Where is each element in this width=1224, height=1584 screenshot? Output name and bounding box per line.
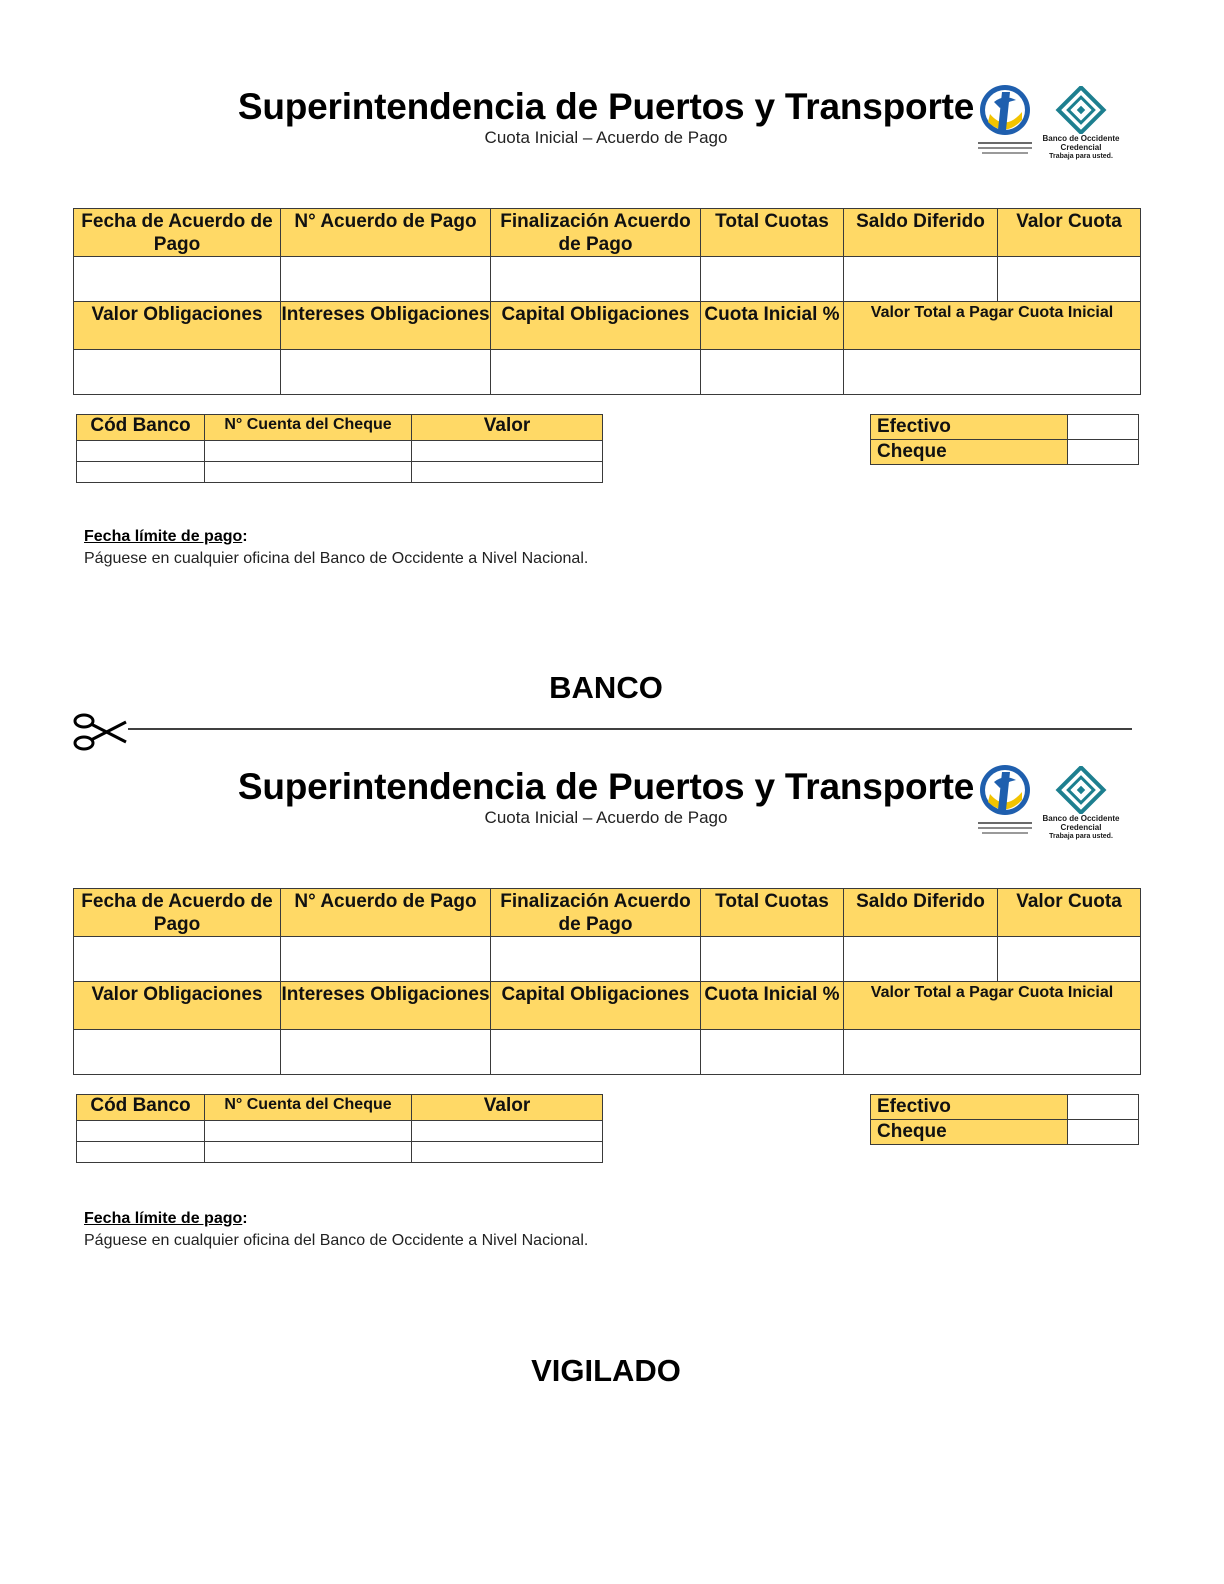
capital-obligaciones-field[interactable]	[491, 1030, 701, 1075]
table-row	[74, 209, 1141, 257]
table-row	[74, 257, 1141, 302]
payment-method-table	[870, 1094, 1139, 1145]
banco-occidente-mark-icon	[1032, 766, 1130, 814]
capital-obligaciones-header: Capital Obligaciones	[491, 302, 701, 350]
slip-footer: BANCO	[549, 670, 663, 705]
fecha-acuerdo-header: Fecha de Acuerdo de Pago	[74, 889, 281, 937]
efectivo-field[interactable]	[1068, 1095, 1139, 1120]
efectivo-field[interactable]	[1068, 415, 1139, 440]
finalizacion-acuerdo-header: Finalización Acuerdo de Pago	[491, 209, 701, 257]
agreement-table	[73, 208, 1141, 395]
intereses-obligaciones-header: Intereses Obligaciones	[281, 302, 491, 350]
numero-acuerdo-field[interactable]	[281, 937, 491, 982]
valor-total-field[interactable]	[844, 350, 1141, 395]
cheque-table	[76, 1094, 603, 1163]
slip-subtitle: Cuota Inicial – Acuerdo de Pago	[484, 808, 728, 827]
table-row	[77, 462, 603, 483]
bank-logo-line3: Trabaja para usted.	[1049, 833, 1113, 840]
valor-cuota-header: Valor Cuota	[998, 889, 1141, 937]
cod-banco-field[interactable]	[77, 1121, 205, 1142]
table-row	[871, 440, 1139, 465]
deadline-label-text: Fecha límite de pago	[84, 528, 243, 545]
cheque-label: Cheque	[871, 1120, 1068, 1145]
table-row	[74, 889, 1141, 937]
cod-banco-header: Cód Banco	[77, 1095, 205, 1121]
valor-obligaciones-header: Valor Obligaciones	[74, 302, 281, 350]
cod-banco-field[interactable]	[77, 441, 205, 462]
valor-obligaciones-field[interactable]	[74, 350, 281, 395]
cuenta-cheque-header: N° Cuenta del Cheque	[205, 1095, 412, 1121]
cuota-inicial-header: Cuota Inicial %	[701, 982, 844, 1030]
table-row	[871, 415, 1139, 440]
superintendencia-logo-icon	[976, 84, 1034, 160]
table-row	[74, 937, 1141, 982]
slip-title: Superintendencia de Puertos y Transporte	[237, 86, 975, 127]
bank-logo-line2: Credencial	[1060, 143, 1102, 152]
superintendencia-logo-icon	[976, 764, 1034, 840]
banco-occidente-mark-icon	[1032, 86, 1130, 134]
table-row	[871, 1095, 1139, 1120]
finalizacion-acuerdo-header: Finalización Acuerdo de Pago	[491, 889, 701, 937]
table-row	[77, 1095, 603, 1121]
efectivo-label: Efectivo	[871, 415, 1068, 440]
payment-note: Páguese en cualquier oficina del Banco de Occidente a Nivel Nacional.	[84, 550, 589, 567]
deadline-label	[84, 1210, 248, 1228]
valor-cuota-field[interactable]	[998, 937, 1141, 982]
valor-header: Valor	[412, 1095, 603, 1121]
numero-acuerdo-header: N° Acuerdo de Pago	[281, 209, 491, 257]
saldo-diferido-field[interactable]	[844, 937, 998, 982]
valor-cuota-header: Valor Cuota	[998, 209, 1141, 257]
cuenta-cheque-header: N° Cuenta del Cheque	[205, 415, 412, 441]
valor-total-header: Valor Total a Pagar Cuota Inicial	[844, 982, 1141, 1030]
valor-field[interactable]	[412, 462, 603, 483]
payment-method-table	[870, 414, 1139, 465]
bank-logo-line2: Credencial	[1060, 823, 1102, 832]
payment-note: Páguese en cualquier oficina del Banco de Occidente a Nivel Nacional.	[84, 1232, 589, 1249]
valor-cuota-field[interactable]	[998, 257, 1141, 302]
table-row	[77, 415, 603, 441]
cod-banco-field[interactable]	[77, 462, 205, 483]
fecha-acuerdo-field[interactable]	[74, 937, 281, 982]
numero-acuerdo-header: N° Acuerdo de Pago	[281, 889, 491, 937]
valor-field[interactable]	[412, 1142, 603, 1163]
payment-slip-vigilado	[0, 680, 1224, 1388]
table-row	[74, 982, 1141, 1030]
bank-logo-line3: Trabaja para usted.	[1049, 153, 1113, 160]
bank-logo-line1: Banco de Occidente	[1042, 814, 1120, 823]
total-cuotas-field[interactable]	[701, 257, 844, 302]
cheque-field[interactable]	[1068, 1120, 1139, 1145]
table-row	[77, 1121, 603, 1142]
cheque-label: Cheque	[871, 440, 1068, 465]
cuota-inicial-header: Cuota Inicial %	[701, 302, 844, 350]
slip-subtitle: Cuota Inicial – Acuerdo de Pago	[484, 128, 728, 147]
valor-field[interactable]	[412, 1121, 603, 1142]
cuenta-cheque-field[interactable]	[205, 462, 412, 483]
valor-obligaciones-header: Valor Obligaciones	[74, 982, 281, 1030]
banco-occidente-logo-icon	[1032, 766, 1130, 842]
payment-slip-bank	[0, 0, 1224, 705]
table-row	[77, 441, 603, 462]
total-cuotas-header: Total Cuotas	[701, 889, 844, 937]
table-row	[871, 1120, 1139, 1145]
table-row	[77, 1142, 603, 1163]
saldo-diferido-header: Saldo Diferido	[844, 209, 998, 257]
deadline-label-text: Fecha límite de pago	[84, 1210, 243, 1227]
cuota-inicial-field[interactable]	[701, 1030, 844, 1075]
banco-occidente-logo-icon	[1032, 86, 1130, 162]
table-row	[74, 302, 1141, 350]
table-row	[74, 350, 1141, 395]
numero-acuerdo-field[interactable]	[281, 257, 491, 302]
deadline-colon: :	[242, 528, 248, 545]
cheque-table	[76, 414, 603, 483]
saldo-diferido-field[interactable]	[844, 257, 998, 302]
cuenta-cheque-field[interactable]	[205, 441, 412, 462]
capital-obligaciones-field[interactable]	[491, 350, 701, 395]
saldo-diferido-header: Saldo Diferido	[844, 889, 998, 937]
valor-total-field[interactable]	[844, 1030, 1141, 1075]
slip-footer: VIGILADO	[531, 1353, 681, 1388]
cod-banco-field[interactable]	[77, 1142, 205, 1163]
intereses-obligaciones-field[interactable]	[281, 1030, 491, 1075]
fecha-acuerdo-header: Fecha de Acuerdo de Pago	[74, 209, 281, 257]
cuenta-cheque-field[interactable]	[205, 1121, 412, 1142]
intereses-obligaciones-header: Intereses Obligaciones	[281, 982, 491, 1030]
cuota-inicial-field[interactable]	[701, 350, 844, 395]
valor-field[interactable]	[412, 441, 603, 462]
finalizacion-acuerdo-field[interactable]	[491, 257, 701, 302]
capital-obligaciones-header: Capital Obligaciones	[491, 982, 701, 1030]
valor-total-header: Valor Total a Pagar Cuota Inicial	[844, 302, 1141, 350]
valor-header: Valor	[412, 415, 603, 441]
finalizacion-acuerdo-field[interactable]	[491, 937, 701, 982]
deadline-label	[84, 528, 248, 546]
cod-banco-header: Cód Banco	[77, 415, 205, 441]
efectivo-label: Efectivo	[871, 1095, 1068, 1120]
cuenta-cheque-field[interactable]	[205, 1142, 412, 1163]
cheque-field[interactable]	[1068, 440, 1139, 465]
intereses-obligaciones-field[interactable]	[281, 350, 491, 395]
slip-title: Superintendencia de Puertos y Transporte	[237, 766, 975, 807]
fecha-acuerdo-field[interactable]	[74, 257, 281, 302]
valor-obligaciones-field[interactable]	[74, 1030, 281, 1075]
total-cuotas-header: Total Cuotas	[701, 209, 844, 257]
deadline-colon: :	[242, 1210, 248, 1227]
total-cuotas-field[interactable]	[701, 937, 844, 982]
bank-logo-line1: Banco de Occidente	[1042, 134, 1120, 143]
table-row	[74, 1030, 1141, 1075]
agreement-table	[73, 888, 1141, 1075]
